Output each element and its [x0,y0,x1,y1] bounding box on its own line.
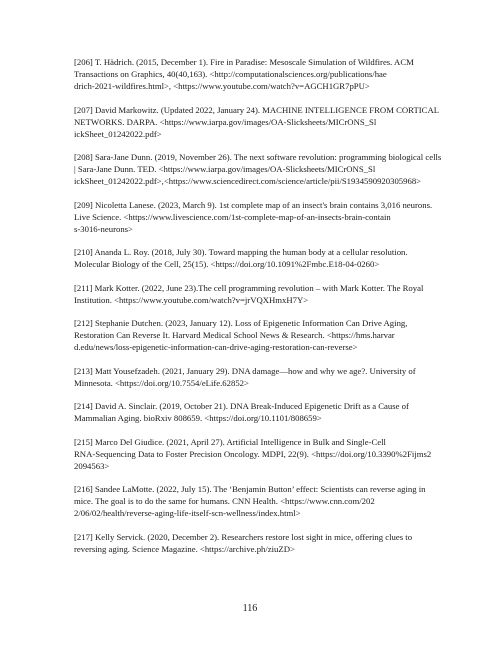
reference-entry [74,199,444,235]
reference-entry [74,365,444,389]
reference-line: NETWORKS. DARPA. <https://www.iarpa.gov/images/OA-Slicksheets/MICrONS_Sl [74,116,377,127]
reference-line: [206] T. Hädrich. (2015, December 1). Fire in Paradise: Mesoscale Simulation of Wildfires. ACM [74,57,414,67]
reference-line: RNA-Sequencing Data to Foster Precision Oncology. MDPI, 22(9). <https://doi.org/10.3390%2Fijms2 [74,448,432,459]
reference-line: Minnesota. <https://doi.org/10.7554/eLife.62852> [74,377,249,388]
reference-entry [74,483,444,519]
reference-list [74,56,444,566]
reference-line: [212] Stephanie Dutchen. (2023, January 12). Loss of Epigenetic Information Can Drive Aging, [74,318,408,328]
reference-line: [207] David Markowitz. (Updated 2022, January 24). MACHINE INTELLIGENCE FROM CORTICAL [74,104,440,115]
reference-entry [74,151,444,187]
reference-line: [214] David A. Sinclair. (2019, October 21). DNA Break-Induced Epigenetic Drift as a Cause of [74,401,409,411]
reference-line: 2/06/02/health/reverse-aging-life-itself-scn-wellness/index.html> [74,508,301,518]
reference-line: Mammalian Aging. bioRxiv 808659. <https://doi.org/10.1101/808659> [74,413,322,423]
reference-line: Molecular Biology of the Cell, 25(15). <https://doi.org/10.1091%2Fmbc.E18-04-0260> [74,259,380,269]
reference-entry [74,317,444,353]
reference-line: s-3016-neurons> [74,223,133,234]
reference-entry [74,531,444,555]
reference-entry [74,56,444,92]
reference-line: Restoration Can Reverse It. Harvard Medical School News & Research. <https://hms.harvar [74,330,395,340]
reference-line: ickSheet_01242022.pdf> [74,128,162,139]
reference-line: mice. The goal is to do the same for humans. CNN Health. <https://www.cnn.com/202 [74,496,375,506]
reference-line: [209] Nicoletta Lanese. (2023, March 9). 1st complete map of an insect's brain contains 3,016 neurons. [74,199,433,210]
reference-line: Live Science. <https://www.livescience.com/1st-complete-map-of-an-insects-brain-contain [74,211,391,222]
reference-line: [208] Sara-Jane Dunn. (2019, November 26). The next software revolution: programming biological cells [74,152,442,162]
reference-entry [74,282,444,306]
reference-line: d.edu/news/loss-epigenetic-information-can-drive-aging-restoration-can-reverse> [74,342,358,352]
reference-entry [74,400,444,424]
reference-line: [213] Matt Yousefzadeh. (2021, January 29). DNA damage—how and why we age?. University of [74,365,416,376]
reference-line: [217] Kelly Servick. (2020, December 2). Researchers restore lost sight in mice, offering clues to [74,531,413,542]
reference-line: reversing aging. Science Magazine. <https://archive.ph/ziuZD> [74,543,295,554]
reference-line: drich-2021-wildfires.html>, <https://www.youtube.com/watch?v=AGCH1GR7pPU> [74,81,370,91]
reference-line: [215] Marco Del Giudice. (2021, April 27). Artificial Intelligence in Bulk and Single-Cell [74,436,386,447]
reference-entry [74,436,444,472]
reference-line: [216] Sandee LaMotte. (2022, July 15). The ‘Benjamin Button’ effect: Scientists can reverse aging in [74,484,426,494]
reference-line: Transactions on Graphics, 40(40,163). <http://computationalsciences.org/publications/hae [74,69,387,79]
reference-line: [211] Mark Kotter. (2022, June 23).The cell programming revolution – with Mark Kotter. The Royal [74,282,424,293]
reference-line: 2094563> [74,460,110,471]
reference-line: ickSheet_01242022.pdf>,<https://www.sciencedirect.com/science/article/pii/S1934590920305968> [74,176,422,186]
page-number: 116 [242,603,258,614]
reference-line: Institution. <https://www.youtube.com/watch?v=jrVQXHmxH7Y> [74,294,309,305]
reference-line: [210] Ananda L. Roy. (2018, July 30). Toward mapping the human body at a cellular resolution. [74,247,408,257]
reference-line: | Sara-Jane Dunn. TED. <https://www.iarpa.gov/images/OA-Slicksheets/MICrONS_Sl [74,164,376,174]
reference-entry [74,246,444,270]
reference-entry [74,104,444,140]
